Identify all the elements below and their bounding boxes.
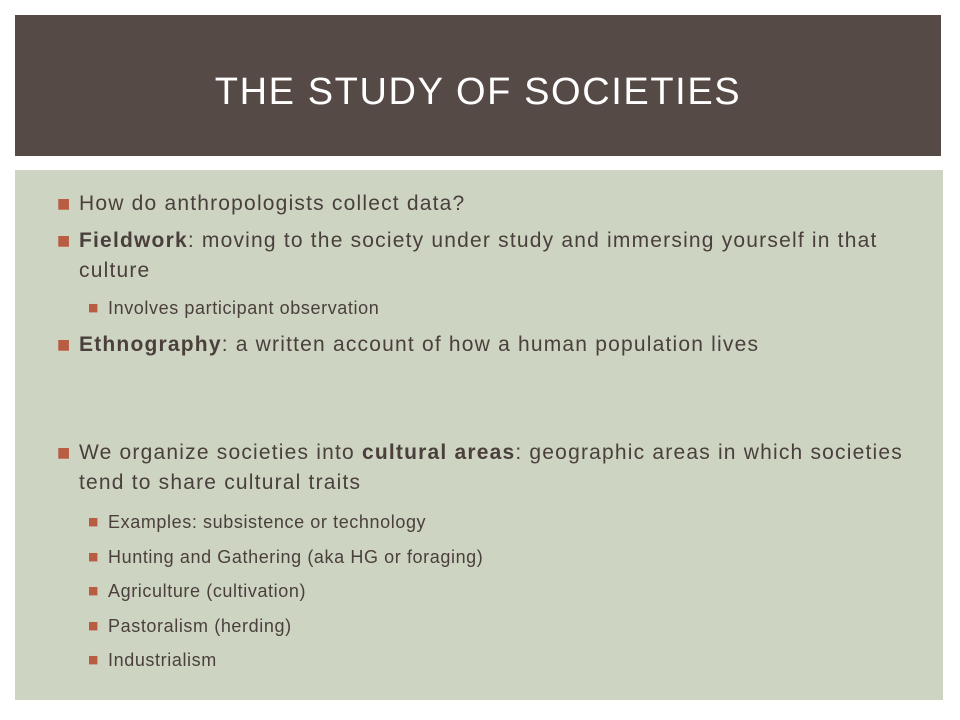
square-bullet-icon: ■ xyxy=(57,196,72,212)
square-bullet-icon: ■ xyxy=(88,515,99,528)
sub-bullet-text: Agriculture (cultivation) xyxy=(108,581,307,601)
bullet-item-collect-data xyxy=(57,189,907,219)
sub-bullet-text: Industrialism xyxy=(108,650,217,670)
bullet-text xyxy=(79,438,907,498)
sub-bullet-text: Hunting and Gathering (aka HG or foraging) xyxy=(108,547,484,567)
sub-bullet-text: Examples: subsistence or technology xyxy=(108,512,427,532)
square-bullet-icon: ■ xyxy=(88,301,99,314)
sub-bullet-item-pastoralism xyxy=(88,614,908,638)
bullet-text xyxy=(79,226,907,286)
square-bullet-icon: ■ xyxy=(88,584,99,597)
square-bullet-icon: ■ xyxy=(88,619,99,632)
sub-bullet-text: Pastoralism (herding) xyxy=(108,616,292,636)
sub-bullet-item-examples xyxy=(88,510,908,534)
term-fieldwork: Fieldwork xyxy=(79,229,188,252)
bullet-item-fieldwork xyxy=(57,226,907,286)
definition-cultural-areas: : geographic areas in which societies tend to share cultural traits xyxy=(79,441,903,494)
term-cultural-areas: cultural areas xyxy=(361,441,516,464)
title-bar xyxy=(15,15,941,156)
square-bullet-icon: ■ xyxy=(57,445,72,461)
bullet-item-ethnography xyxy=(57,330,907,360)
sub-bullet-item-hunting-gathering xyxy=(88,545,908,569)
bullet-list xyxy=(15,170,943,700)
definition-ethnography: : a written account of how a human population lives xyxy=(221,333,760,356)
bullet-item-cultural-areas xyxy=(57,438,907,498)
slide-title: THE STUDY OF SOCIETIES xyxy=(214,71,742,113)
bullet-text xyxy=(79,330,907,360)
intro-cultural-areas: We organize societies into xyxy=(79,441,362,464)
content-panel xyxy=(15,170,943,700)
term-ethnography: Ethnography xyxy=(79,333,222,356)
sub-bullet-text: Involves participant observation xyxy=(108,298,380,318)
square-bullet-icon: ■ xyxy=(57,337,72,353)
bullet-text: How do anthropologists collect data? xyxy=(79,192,466,215)
sub-bullet-item-agriculture xyxy=(88,579,908,603)
square-bullet-icon: ■ xyxy=(88,653,99,666)
sub-bullet-item-participant-observation xyxy=(88,296,908,320)
square-bullet-icon: ■ xyxy=(88,550,99,563)
square-bullet-icon: ■ xyxy=(57,233,72,249)
sub-bullet-item-industrialism xyxy=(88,648,908,672)
definition-fieldwork: : moving to the society under study and immersing yourself in that culture xyxy=(79,229,878,282)
